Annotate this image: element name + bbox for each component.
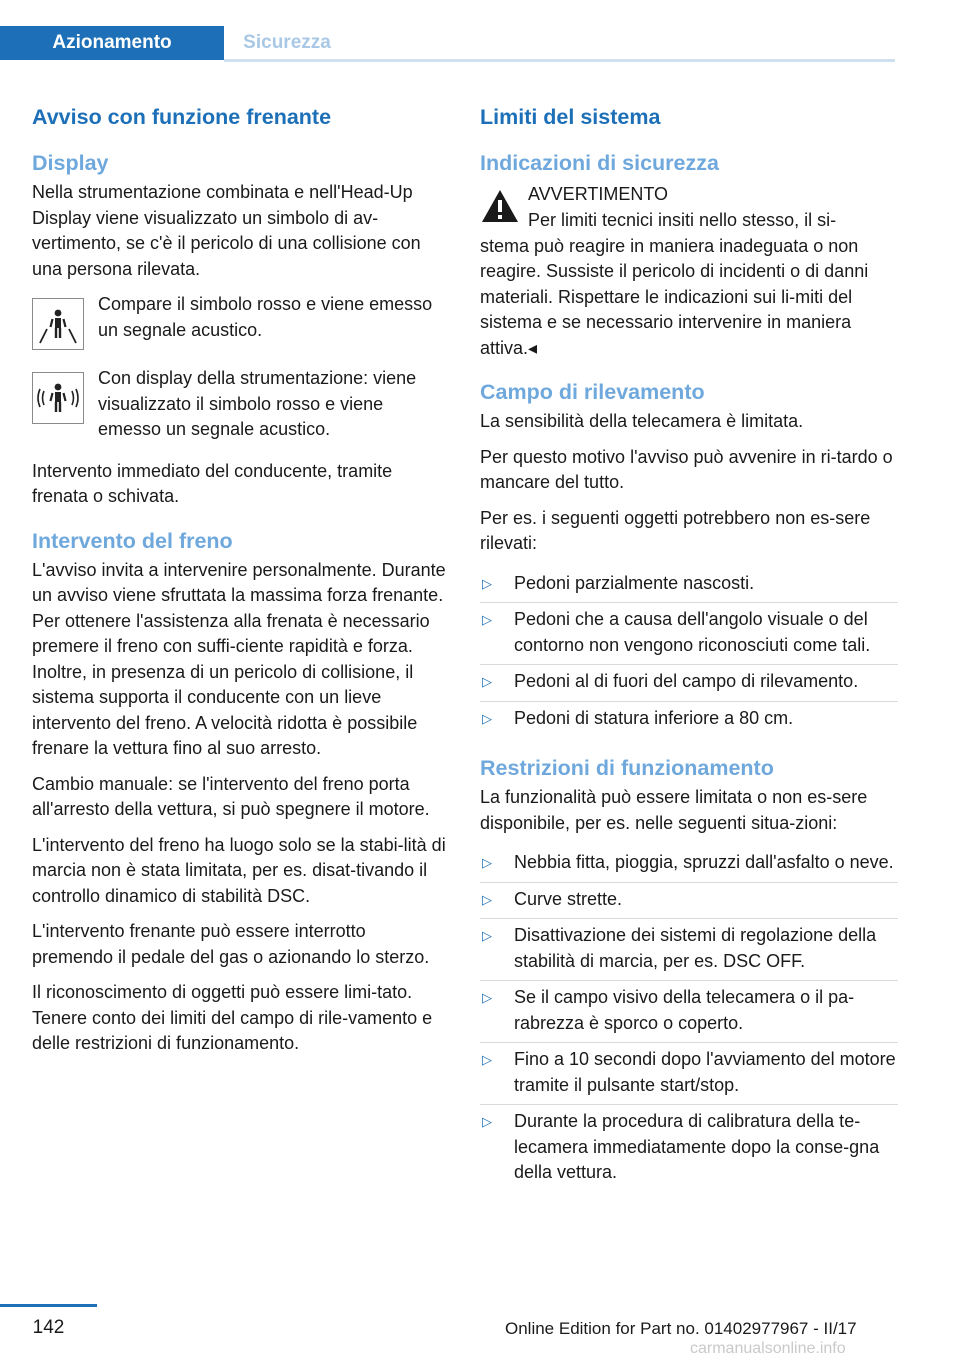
tab-sicurezza[interactable]: Sicurezza (243, 32, 331, 53)
brake-paragraph: L'avviso invita a intervenire personalmente. Durante un avviso viene sfruttata la massima forza frenante. Per ottenere l'assistenza alla frenata è necessario premere il freno con suffi-ciente rapidità e forza. Inoltre, in presenza di un pericolo di collisione, il sistema supporta il conducente con un lieve intervento del freno. A velocità ridotta è possibile frenare la vettura fino al suo arresto. (32, 559, 446, 758)
triangle-bullet-icon: ▷ (482, 612, 492, 627)
list-item: ▷ Pedoni di statura inferiore a 80 cm. (480, 702, 898, 738)
warning-text: stema può reagire in maniera inadeguata o non reagire. Sussiste il pericolo di incidenti o di danni materiali. Rispettare le indicazioni sui li-miti del sistema e se necessario intervenire in maniera attiva.◂ (480, 235, 869, 358)
right-column (480, 102, 898, 1204)
list-item: ▷ Pedoni parzialmente nascosti. (480, 567, 898, 604)
symbol1-text: Compare il simbolo rosso e viene emesso un segnale acustico. (98, 294, 433, 340)
warning-block (480, 180, 898, 234)
footer-accent-line (0, 1304, 97, 1307)
section-title-warning: Avviso con funzione frenante (32, 105, 332, 129)
brake-paragraph: L'intervento del freno ha luogo solo se la stabi-lità di marcia non è stata limitata, per es. disat-tivando il controllo dinamico di stabilità DSC. (32, 834, 446, 906)
edition-note: Online Edition for Part no. 01402977967 - II/17 (505, 1319, 857, 1338)
range-paragraph: Per questo motivo l'avviso può avvenire in ri-tardo o mancare del tutto. (480, 446, 893, 492)
pedestrian-warning-icon (32, 298, 84, 350)
range-list (480, 567, 898, 738)
restrictions-list (480, 846, 898, 1192)
heading-display: Display (32, 151, 109, 175)
section-title-limits: Limiti del sistema (480, 105, 661, 129)
triangle-bullet-icon: ▷ (482, 1052, 492, 1067)
heading-safety: Indicazioni di sicurezza (480, 151, 719, 175)
triangle-bullet-icon: ▷ (482, 891, 492, 907)
triangle-bullet-icon: ▷ (482, 928, 492, 943)
warning-title: AVVERTIMENTO (528, 184, 669, 204)
triangle-bullet-icon: ▷ (482, 855, 492, 870)
pedestrian-acoustic-icon (32, 372, 84, 424)
triangle-bullet-icon: ▷ (482, 710, 492, 726)
brake-paragraph: Cambio manuale: se l'intervento del freno porta all'arresto della vettura, si può spegnere il motore. (32, 773, 430, 819)
tab-azionamento[interactable]: Azionamento (0, 26, 224, 60)
triangle-bullet-icon: ▷ (482, 990, 492, 1005)
restrictions-paragraph: La funzionalità può essere limitata o non es-sere disponibile, per es. nelle seguenti situa-zioni: (480, 787, 868, 833)
display-paragraph: Nella strumentazione combinata e nell'Head-Up Display viene visualizzato un simbolo di av-vertimento, se c'è il pericolo di una collisione con una persona rilevata. (32, 182, 421, 279)
symbol2-text: Con display della strumentazione: viene visualizzato il simbolo rosso e viene emesso un segnale acustico. (98, 368, 417, 439)
heading-restrictions: Restrizioni di funzionamento (480, 756, 774, 780)
range-paragraph: La sensibilità della telecamera è limitata. (480, 411, 804, 431)
range-paragraph: Per es. i seguenti oggetti potrebbero non es-sere rilevati: (480, 507, 871, 553)
triangle-bullet-icon: ▷ (482, 575, 492, 591)
list-item: ▷ Pedoni al di fuori del campo di rilevamento. (480, 665, 898, 702)
heading-range: Campo di rilevamento (480, 380, 705, 404)
intervention-paragraph: Intervento immediato del conducente, tramite frenata o schivata. (32, 460, 393, 506)
symbol-row-1 (32, 292, 450, 350)
list-item: ▷ Disattivazione dei sistemi di regolazione della stabilità di marcia, per es. DSC OFF. (480, 919, 898, 981)
page-number: 142 (32, 1317, 65, 1338)
triangle-bullet-icon: ▷ (482, 674, 492, 689)
list-item: ▷ Fino a 10 secondi dopo l'avviamento del motore tramite il pulsante start/stop. (480, 1043, 898, 1105)
list-item: ▷ Curve strette. (480, 883, 898, 920)
list-item: ▷ Nebbia fitta, pioggia, spruzzi dall'asfalto o neve. (480, 846, 898, 883)
left-column (32, 102, 450, 1067)
warning-first-line: Per limiti tecnici insiti nello stesso, il si- (528, 210, 837, 230)
page-header (0, 0, 960, 62)
symbol-row-2 (32, 366, 450, 443)
watermark: carmanualsonline.info (690, 1340, 846, 1357)
list-item: ▷ Pedoni che a causa dell'angolo visuale o del contorno non vengono riconosciuti come tali. (480, 603, 898, 665)
brake-paragraph: Il riconoscimento di oggetti può essere limi-tato. Tenere conto dei limiti del campo di rile-vamento e delle restrizioni di funzionamento. (32, 982, 433, 1053)
heading-brake: Intervento del freno (32, 528, 233, 553)
triangle-bullet-icon: ▷ (482, 1114, 492, 1129)
warning-triangle-icon (480, 188, 520, 224)
header-divider (224, 59, 895, 62)
brake-paragraph: L'intervento frenante può essere interrotto premendo il pedale del gas o azionando lo sterzo. (32, 921, 430, 967)
list-item: ▷ Durante la procedura di calibratura della te-lecamera immediatamente dopo la conse-gna della vettura. (480, 1105, 898, 1192)
list-item: ▷ Se il campo visivo della telecamera o il pa-rabrezza è sporco o coperto. (480, 981, 898, 1043)
